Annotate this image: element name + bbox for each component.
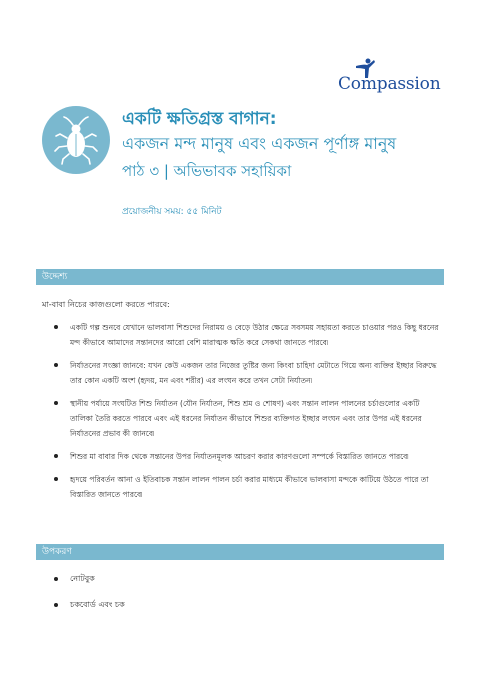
list-item xyxy=(42,572,442,586)
page-subtitle: একজন মন্দ মানুষ এবং একজন পূর্ণাঙ্গ মানুষ xyxy=(122,134,397,153)
page-title: একটি ক্ষতিগ্রস্ত বাগান: xyxy=(122,109,277,129)
list-item xyxy=(42,358,442,388)
bullet-icon xyxy=(54,577,58,581)
material-text: নোটবুক xyxy=(70,574,95,583)
beetle-icon xyxy=(42,106,110,174)
objective-text: একটি গল্প শুনবে যেখানে ভালবাসা শিশুদের নিরাময় ও বেড়ে উঠার ক্ষেত্রে সবসময় সহায়তা করতে চাওয়ার পরও কিছু ধরনের মন্দ কীভাবে আমাদের সন্তানদের আরো বেশি মারাত্মক ক্ষতি করে সেকথা জানতে পারবে৷ xyxy=(70,323,439,347)
materials-heading-bar xyxy=(36,544,444,560)
bullet-icon xyxy=(54,401,58,405)
title-block xyxy=(122,108,462,184)
objectives-list xyxy=(42,320,442,510)
bullet-icon xyxy=(54,603,58,607)
compassion-logo xyxy=(338,58,446,98)
material-text: চকবোর্ড এবং চক xyxy=(70,600,125,609)
materials-list xyxy=(42,572,442,624)
lesson-label: পাঠ ৩ | অভিভাবক সহায়িকা xyxy=(122,162,292,180)
duration-text: প্রয়োজনীয় সময়: ৫৫ মিনিট xyxy=(122,207,222,217)
objectives-heading-bar xyxy=(36,269,444,285)
materials-heading: উপকরণ xyxy=(42,547,72,557)
bullet-icon xyxy=(54,325,58,329)
bullet-icon xyxy=(54,363,58,367)
objective-text: স্থানীয় পর্যায়ে সংঘটিত শিশু নির্যাতন (যৌন নির্যাতন, শিশু শ্রম ও শোষণ) এবং সন্তান লালন পালনের চর্চাগুলোর একটি তালিকা তৈরি করতে পারবে এবং এই ধরনের নির্যাতন কীভাবে শিশুর ব্যক্তিগত ইচ্ছার লংঘন এবং তার উপর এই ধরনের নির্যাতনের প্রভাব কী জানবে৷ xyxy=(70,399,422,438)
list-item xyxy=(42,320,442,350)
bullet-icon xyxy=(54,454,58,458)
bullet-icon xyxy=(54,477,58,481)
list-item xyxy=(42,598,442,612)
brand-name: Compassion xyxy=(338,74,441,94)
list-item xyxy=(42,472,442,502)
lesson-icon-circle xyxy=(42,106,110,174)
objectives-heading: উদ্দেশ্য xyxy=(42,272,68,282)
objective-text: নির্যাতনের সংজ্ঞা জানবে: যখন কেউ একজন তার নিজের তুষ্টির জন্য কিংবা চাহিদা মেটাতে গিয়ে অন্য ব্যক্তির ইচ্ছার বিরুদ্ধে তার কোন একটি অংশ (হৃদয়, মন এবং শরীর) এর লংঘন করে তখন সেটা নির্যাতন৷ xyxy=(70,361,437,385)
objectives-intro: মা-বাবা নিচের কাজগুলো করতে পারবে: xyxy=(42,300,170,309)
list-item xyxy=(42,396,442,441)
list-item xyxy=(42,449,442,464)
objective-text: শিশুর মা বাবার দিক থেকে সন্তানের উপর নির্যাতনমূলক আচরণ করার কারণগুলো সম্পর্কে বিস্তারিত জানতে পারবে৷ xyxy=(70,452,409,461)
objective-text: হৃদয়ে পরিবর্তন আনা ও ইতিবাচক সন্তান লালন পালন চর্চা করার মাধ্যমে কীভাবে ভালবাসা মন্দকে কাটিয়ে উঠতে পারে তা বিস্তারিত জানতে পারবে৷ xyxy=(70,475,429,499)
